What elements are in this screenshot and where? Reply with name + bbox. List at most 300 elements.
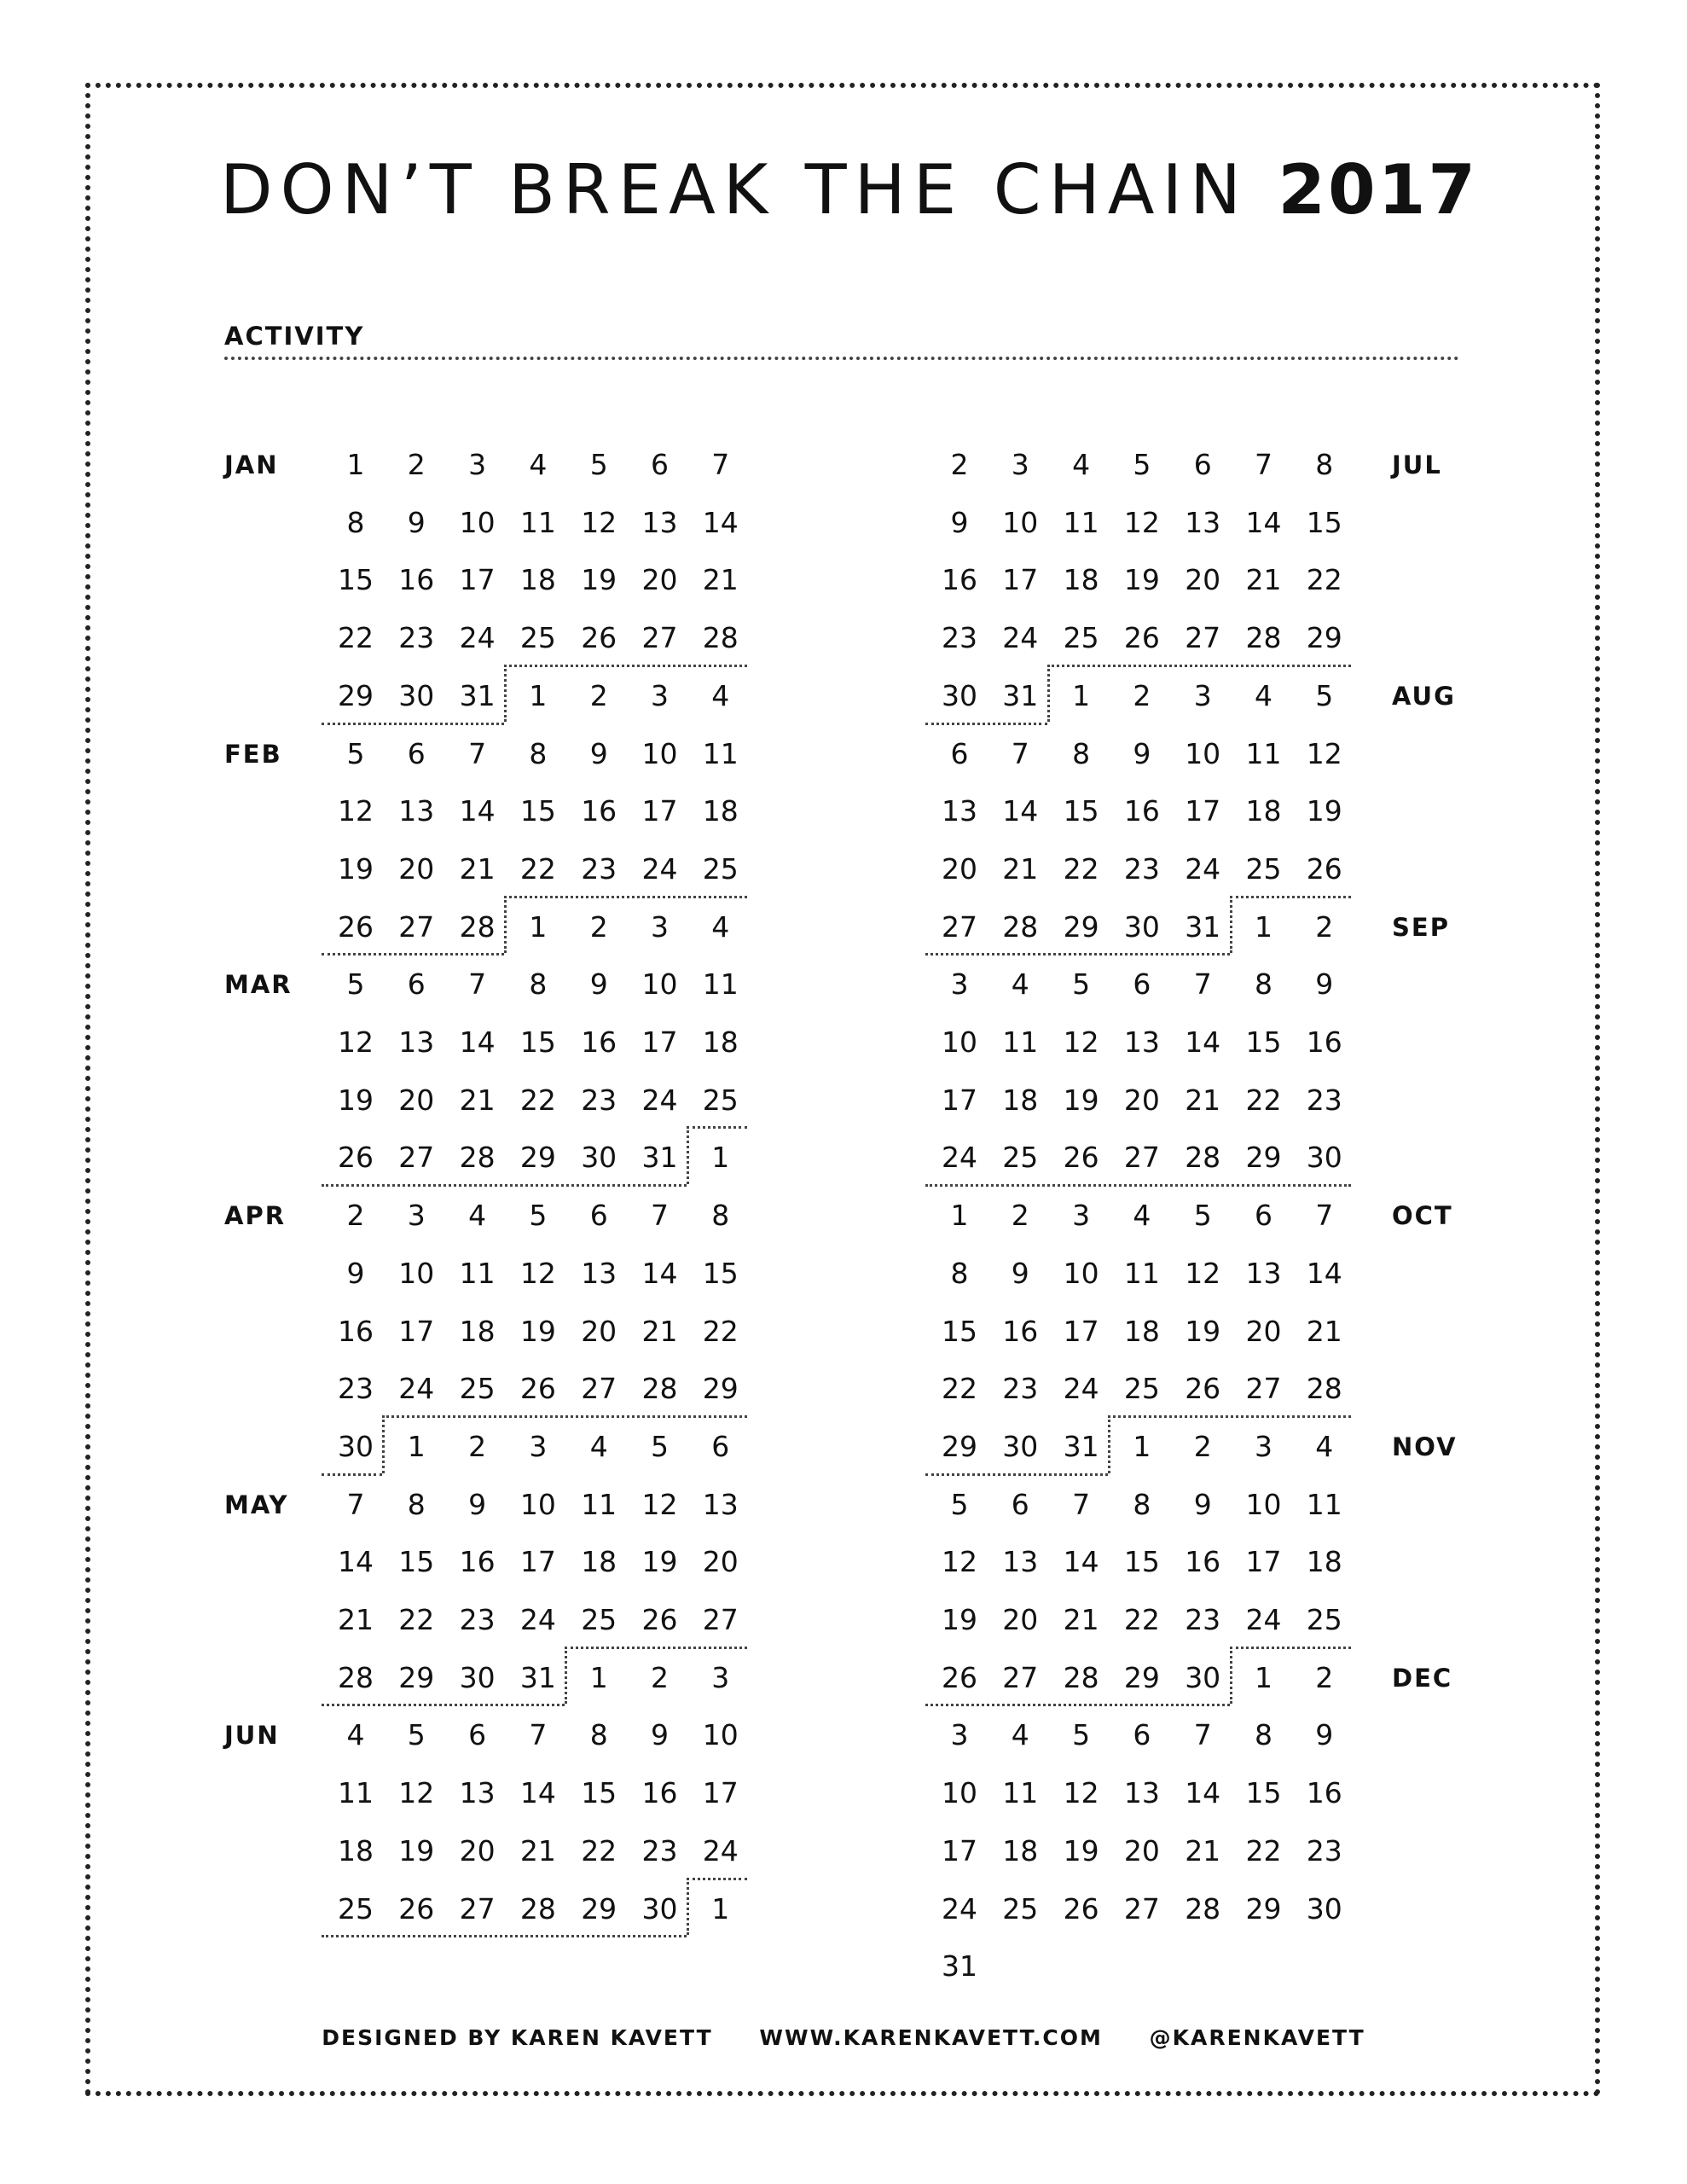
- day-cell[interactable]: 24: [641, 851, 678, 886]
- day-cell[interactable]: 1: [1133, 1429, 1151, 1463]
- day-cell[interactable]: 12: [338, 1025, 374, 1059]
- day-cell[interactable]: 2: [589, 909, 608, 944]
- day-cell[interactable]: 3: [529, 1429, 548, 1463]
- day-cell[interactable]: 20: [641, 563, 678, 597]
- day-cell[interactable]: 6: [1133, 967, 1151, 1002]
- day-cell[interactable]: 20: [1123, 1083, 1160, 1117]
- day-cell[interactable]: 15: [1245, 1025, 1282, 1059]
- day-cell[interactable]: 13: [1123, 1776, 1160, 1810]
- day-cell[interactable]: 6: [407, 736, 426, 770]
- day-cell[interactable]: 20: [459, 1833, 496, 1867]
- day-cell[interactable]: 9: [589, 967, 608, 1002]
- day-cell[interactable]: 19: [581, 563, 617, 597]
- day-cell[interactable]: 8: [529, 736, 548, 770]
- day-cell[interactable]: 21: [1063, 1603, 1099, 1636]
- day-cell[interactable]: 8: [1315, 448, 1334, 481]
- day-cell[interactable]: 29: [1245, 1891, 1282, 1926]
- day-cell[interactable]: 10: [641, 967, 678, 1002]
- day-cell[interactable]: 21: [1185, 1833, 1221, 1867]
- day-cell[interactable]: 5: [407, 1718, 426, 1752]
- day-cell[interactable]: 20: [398, 851, 435, 886]
- day-cell[interactable]: 1: [346, 448, 365, 481]
- day-cell[interactable]: 14: [1185, 1776, 1221, 1810]
- day-cell[interactable]: 7: [1011, 736, 1029, 770]
- day-cell[interactable]: 22: [338, 621, 374, 655]
- day-cell[interactable]: 3: [1011, 448, 1029, 481]
- day-cell[interactable]: 22: [1063, 851, 1099, 886]
- day-cell[interactable]: 10: [1245, 1487, 1282, 1521]
- day-cell[interactable]: 3: [407, 1199, 426, 1233]
- day-cell[interactable]: 29: [942, 1429, 977, 1463]
- day-cell[interactable]: 25: [581, 1603, 617, 1636]
- day-cell[interactable]: 13: [1245, 1256, 1282, 1290]
- day-cell[interactable]: 27: [1123, 1141, 1160, 1175]
- day-cell[interactable]: 2: [589, 678, 608, 712]
- day-cell[interactable]: 26: [1185, 1372, 1221, 1406]
- day-cell[interactable]: 28: [519, 1891, 556, 1926]
- day-cell[interactable]: 9: [407, 505, 426, 539]
- day-cell[interactable]: 30: [398, 678, 435, 712]
- day-cell[interactable]: 4: [711, 909, 730, 944]
- day-cell[interactable]: 19: [338, 851, 374, 886]
- day-cell[interactable]: 26: [1063, 1141, 1099, 1175]
- day-cell[interactable]: 3: [1255, 1429, 1272, 1463]
- day-cell[interactable]: 19: [338, 1083, 374, 1117]
- day-cell[interactable]: 3: [1072, 1199, 1091, 1233]
- day-cell[interactable]: 6: [1011, 1487, 1029, 1521]
- day-cell[interactable]: 27: [1245, 1372, 1282, 1406]
- day-cell[interactable]: 28: [459, 909, 496, 944]
- day-cell[interactable]: 17: [398, 1314, 435, 1348]
- day-cell[interactable]: 1: [529, 678, 548, 712]
- day-cell[interactable]: 15: [1063, 794, 1099, 828]
- day-cell[interactable]: 30: [459, 1660, 496, 1694]
- day-cell[interactable]: 27: [641, 621, 678, 655]
- day-cell[interactable]: 11: [1245, 736, 1282, 770]
- day-cell[interactable]: 11: [459, 1256, 496, 1290]
- day-cell[interactable]: 26: [398, 1891, 435, 1926]
- day-cell[interactable]: 30: [581, 1141, 617, 1175]
- day-cell[interactable]: 24: [1063, 1372, 1099, 1406]
- day-cell[interactable]: 18: [1063, 563, 1099, 597]
- day-cell[interactable]: 17: [1245, 1545, 1282, 1579]
- day-cell[interactable]: 18: [519, 563, 556, 597]
- day-cell[interactable]: 22: [581, 1833, 617, 1867]
- day-cell[interactable]: 28: [1245, 621, 1282, 655]
- day-cell[interactable]: 1: [407, 1429, 426, 1463]
- day-cell[interactable]: 1: [1072, 678, 1091, 712]
- day-cell[interactable]: 17: [459, 563, 496, 597]
- day-cell[interactable]: 27: [1185, 621, 1221, 655]
- day-cell[interactable]: 9: [1193, 1487, 1212, 1521]
- day-cell[interactable]: 30: [942, 678, 977, 712]
- day-cell[interactable]: 6: [468, 1718, 487, 1752]
- day-cell[interactable]: 22: [519, 851, 556, 886]
- day-cell[interactable]: 6: [711, 1429, 730, 1463]
- day-cell[interactable]: 3: [950, 1718, 969, 1752]
- day-cell[interactable]: 18: [338, 1833, 374, 1867]
- day-cell[interactable]: 18: [702, 1025, 739, 1059]
- day-cell[interactable]: 11: [702, 736, 739, 770]
- footer-handle[interactable]: @KARENKAVETT: [1149, 2025, 1365, 2050]
- day-cell[interactable]: 20: [1123, 1833, 1160, 1867]
- day-cell[interactable]: 21: [1245, 563, 1282, 597]
- day-cell[interactable]: 3: [468, 448, 487, 481]
- day-cell[interactable]: 5: [1315, 678, 1334, 712]
- day-cell[interactable]: 10: [398, 1256, 435, 1290]
- day-cell[interactable]: 25: [1002, 1891, 1039, 1926]
- day-cell[interactable]: 5: [1193, 1199, 1212, 1233]
- day-cell[interactable]: 14: [459, 1025, 496, 1059]
- day-cell[interactable]: 26: [519, 1372, 556, 1406]
- day-cell[interactable]: 29: [398, 1660, 435, 1694]
- day-cell[interactable]: 15: [1123, 1545, 1160, 1579]
- day-cell[interactable]: 3: [1193, 678, 1212, 712]
- day-cell[interactable]: 15: [581, 1776, 617, 1810]
- day-cell[interactable]: 9: [950, 505, 969, 539]
- day-cell[interactable]: 14: [338, 1545, 374, 1579]
- day-cell[interactable]: 31: [519, 1660, 556, 1694]
- day-cell[interactable]: 14: [1185, 1025, 1221, 1059]
- day-cell[interactable]: 8: [529, 967, 548, 1002]
- day-cell[interactable]: 19: [519, 1314, 556, 1348]
- day-cell[interactable]: 8: [950, 1256, 969, 1290]
- day-cell[interactable]: 29: [519, 1141, 556, 1175]
- day-cell[interactable]: 8: [1255, 1718, 1272, 1752]
- day-cell[interactable]: 24: [398, 1372, 435, 1406]
- day-cell[interactable]: 15: [519, 794, 556, 828]
- day-cell[interactable]: 4: [346, 1718, 365, 1752]
- day-cell[interactable]: 25: [338, 1891, 374, 1926]
- day-cell[interactable]: 22: [702, 1314, 739, 1348]
- day-cell[interactable]: 22: [1306, 563, 1342, 597]
- day-cell[interactable]: 14: [641, 1256, 678, 1290]
- day-cell[interactable]: 23: [398, 621, 435, 655]
- day-cell[interactable]: 24: [702, 1833, 739, 1867]
- day-cell[interactable]: 1: [1255, 909, 1272, 944]
- day-cell[interactable]: 27: [398, 1141, 435, 1175]
- day-cell[interactable]: 3: [651, 678, 669, 712]
- day-cell[interactable]: 4: [529, 448, 548, 481]
- day-cell[interactable]: 4: [1011, 1718, 1029, 1752]
- day-cell[interactable]: 11: [1123, 1256, 1160, 1290]
- day-cell[interactable]: 20: [398, 1083, 435, 1117]
- day-cell[interactable]: 24: [459, 621, 496, 655]
- day-cell[interactable]: 10: [519, 1487, 556, 1521]
- day-cell[interactable]: 24: [519, 1603, 556, 1636]
- day-cell[interactable]: 21: [1306, 1314, 1342, 1348]
- day-cell[interactable]: 4: [1315, 1429, 1334, 1463]
- day-cell[interactable]: 17: [942, 1833, 977, 1867]
- day-cell[interactable]: 10: [459, 505, 496, 539]
- day-cell[interactable]: 26: [1306, 851, 1342, 886]
- day-cell[interactable]: 18: [581, 1545, 617, 1579]
- day-cell[interactable]: 23: [1185, 1603, 1221, 1636]
- day-cell[interactable]: 13: [581, 1256, 617, 1290]
- day-cell[interactable]: 11: [581, 1487, 617, 1521]
- day-cell[interactable]: 25: [702, 851, 739, 886]
- day-cell[interactable]: 21: [1002, 851, 1039, 886]
- day-cell[interactable]: 24: [1185, 851, 1221, 886]
- day-cell[interactable]: 2: [1315, 909, 1334, 944]
- day-cell[interactable]: 20: [581, 1314, 617, 1348]
- day-cell[interactable]: 20: [1002, 1603, 1039, 1636]
- day-cell[interactable]: 9: [1133, 736, 1151, 770]
- day-cell[interactable]: 17: [1185, 794, 1221, 828]
- day-cell[interactable]: 31: [641, 1141, 678, 1175]
- day-cell[interactable]: 25: [702, 1083, 739, 1117]
- day-cell[interactable]: 16: [942, 563, 977, 597]
- day-cell[interactable]: 27: [459, 1891, 496, 1926]
- day-cell[interactable]: 24: [942, 1141, 977, 1175]
- day-cell[interactable]: 10: [942, 1776, 977, 1810]
- day-cell[interactable]: 20: [942, 851, 977, 886]
- day-cell[interactable]: 8: [346, 505, 365, 539]
- day-cell[interactable]: 9: [651, 1718, 669, 1752]
- day-cell[interactable]: 28: [1185, 1891, 1221, 1926]
- day-cell[interactable]: 6: [1133, 1718, 1151, 1752]
- day-cell[interactable]: 29: [581, 1891, 617, 1926]
- day-cell[interactable]: 28: [1306, 1372, 1342, 1406]
- day-cell[interactable]: 9: [589, 736, 608, 770]
- day-cell[interactable]: 10: [702, 1718, 739, 1752]
- day-cell[interactable]: 20: [1245, 1314, 1282, 1348]
- day-cell[interactable]: 13: [398, 794, 435, 828]
- day-cell[interactable]: 19: [1063, 1833, 1099, 1867]
- day-cell[interactable]: 23: [581, 851, 617, 886]
- day-cell[interactable]: 7: [1193, 1718, 1212, 1752]
- day-cell[interactable]: 12: [1185, 1256, 1221, 1290]
- day-cell[interactable]: 12: [1306, 736, 1342, 770]
- day-cell[interactable]: 29: [1245, 1141, 1282, 1175]
- day-cell[interactable]: 29: [1306, 621, 1342, 655]
- day-cell[interactable]: 12: [1063, 1025, 1099, 1059]
- day-cell[interactable]: 16: [459, 1545, 496, 1579]
- day-cell[interactable]: 11: [519, 505, 556, 539]
- day-cell[interactable]: 2: [407, 448, 426, 481]
- day-cell[interactable]: 5: [589, 448, 608, 481]
- day-cell[interactable]: 4: [1072, 448, 1091, 481]
- day-cell[interactable]: 16: [1185, 1545, 1221, 1579]
- day-cell[interactable]: 16: [581, 1025, 617, 1059]
- day-cell[interactable]: 16: [1123, 794, 1160, 828]
- day-cell[interactable]: 9: [346, 1256, 365, 1290]
- day-cell[interactable]: 26: [581, 621, 617, 655]
- day-cell[interactable]: 29: [1063, 909, 1099, 944]
- day-cell[interactable]: 30: [1002, 1429, 1039, 1463]
- day-cell[interactable]: 18: [1002, 1833, 1039, 1867]
- day-cell[interactable]: 10: [1063, 1256, 1099, 1290]
- day-cell[interactable]: 29: [1123, 1660, 1160, 1694]
- day-cell[interactable]: 10: [1002, 505, 1039, 539]
- day-cell[interactable]: 16: [1306, 1025, 1342, 1059]
- day-cell[interactable]: 19: [942, 1603, 977, 1636]
- day-cell[interactable]: 23: [1002, 1372, 1039, 1406]
- day-cell[interactable]: 12: [641, 1487, 678, 1521]
- day-cell[interactable]: 16: [1002, 1314, 1039, 1348]
- day-cell[interactable]: 15: [398, 1545, 435, 1579]
- day-cell[interactable]: 21: [459, 851, 496, 886]
- day-cell[interactable]: 13: [942, 794, 977, 828]
- day-cell[interactable]: 26: [1123, 621, 1160, 655]
- day-cell[interactable]: 10: [942, 1025, 977, 1059]
- day-cell[interactable]: 16: [398, 563, 435, 597]
- day-cell[interactable]: 4: [1255, 678, 1272, 712]
- day-cell[interactable]: 23: [1123, 851, 1160, 886]
- day-cell[interactable]: 21: [1185, 1083, 1221, 1117]
- day-cell[interactable]: 7: [468, 736, 487, 770]
- day-cell[interactable]: 2: [1315, 1660, 1334, 1694]
- day-cell[interactable]: 22: [942, 1372, 977, 1406]
- day-cell[interactable]: 6: [950, 736, 969, 770]
- day-cell[interactable]: 14: [702, 505, 739, 539]
- day-cell[interactable]: 17: [942, 1083, 977, 1117]
- day-cell[interactable]: 10: [1185, 736, 1221, 770]
- day-cell[interactable]: 1: [529, 909, 548, 944]
- day-cell[interactable]: 2: [346, 1199, 365, 1233]
- day-cell[interactable]: 23: [1306, 1833, 1342, 1867]
- day-cell[interactable]: 9: [1011, 1256, 1029, 1290]
- day-cell[interactable]: 17: [519, 1545, 556, 1579]
- day-cell[interactable]: 22: [519, 1083, 556, 1117]
- day-cell[interactable]: 30: [1306, 1891, 1342, 1926]
- day-cell[interactable]: 15: [942, 1314, 977, 1348]
- day-cell[interactable]: 19: [641, 1545, 678, 1579]
- day-cell[interactable]: 8: [1255, 967, 1272, 1002]
- day-cell[interactable]: 25: [1245, 851, 1282, 886]
- day-cell[interactable]: 6: [1193, 448, 1212, 481]
- day-cell[interactable]: 16: [641, 1776, 678, 1810]
- day-cell[interactable]: 16: [581, 794, 617, 828]
- day-cell[interactable]: 28: [1185, 1141, 1221, 1175]
- day-cell[interactable]: 17: [1063, 1314, 1099, 1348]
- day-cell[interactable]: 27: [398, 909, 435, 944]
- day-cell[interactable]: 1: [950, 1199, 969, 1233]
- day-cell[interactable]: 21: [338, 1603, 374, 1636]
- day-cell[interactable]: 30: [1306, 1141, 1342, 1175]
- day-cell[interactable]: 13: [1123, 1025, 1160, 1059]
- day-cell[interactable]: 26: [641, 1603, 678, 1636]
- day-cell[interactable]: 11: [1002, 1776, 1039, 1810]
- day-cell[interactable]: 6: [651, 448, 669, 481]
- day-cell[interactable]: 31: [459, 678, 496, 712]
- day-cell[interactable]: 8: [1133, 1487, 1151, 1521]
- day-cell[interactable]: 21: [702, 563, 739, 597]
- day-cell[interactable]: 31: [1002, 678, 1039, 712]
- day-cell[interactable]: 24: [641, 1083, 678, 1117]
- day-cell[interactable]: 25: [1002, 1141, 1039, 1175]
- day-cell[interactable]: 2: [651, 1660, 669, 1694]
- day-cell[interactable]: 6: [1255, 1199, 1272, 1233]
- day-cell[interactable]: 23: [581, 1083, 617, 1117]
- day-cell[interactable]: 9: [1315, 1718, 1334, 1752]
- day-cell[interactable]: 27: [1123, 1891, 1160, 1926]
- day-cell[interactable]: 27: [581, 1372, 617, 1406]
- day-cell[interactable]: 2: [950, 448, 969, 481]
- day-cell[interactable]: 21: [459, 1083, 496, 1117]
- day-cell[interactable]: 19: [1185, 1314, 1221, 1348]
- day-cell[interactable]: 7: [1255, 448, 1272, 481]
- day-cell[interactable]: 25: [1123, 1372, 1160, 1406]
- day-cell[interactable]: 24: [1002, 621, 1039, 655]
- day-cell[interactable]: 17: [641, 794, 678, 828]
- day-cell[interactable]: 19: [1123, 563, 1160, 597]
- day-cell[interactable]: 18: [1306, 1545, 1342, 1579]
- day-cell[interactable]: 7: [711, 448, 730, 481]
- day-cell[interactable]: 5: [529, 1199, 548, 1233]
- day-cell[interactable]: 5: [346, 967, 365, 1002]
- day-cell[interactable]: 3: [950, 967, 969, 1002]
- day-cell[interactable]: 25: [519, 621, 556, 655]
- day-cell[interactable]: 5: [950, 1487, 969, 1521]
- footer-website[interactable]: WWW.KARENKAVETT.COM: [759, 2025, 1103, 2050]
- day-cell[interactable]: 20: [702, 1545, 739, 1579]
- day-cell[interactable]: 12: [581, 505, 617, 539]
- day-cell[interactable]: 7: [468, 967, 487, 1002]
- day-cell[interactable]: 5: [1072, 967, 1091, 1002]
- day-cell[interactable]: 22: [1245, 1083, 1282, 1117]
- day-cell[interactable]: 28: [641, 1372, 678, 1406]
- day-cell[interactable]: 19: [1306, 794, 1342, 828]
- day-cell[interactable]: 12: [398, 1776, 435, 1810]
- day-cell[interactable]: 8: [711, 1199, 730, 1233]
- day-cell[interactable]: 24: [1245, 1603, 1282, 1636]
- day-cell[interactable]: 16: [338, 1314, 374, 1348]
- day-cell[interactable]: 25: [1063, 621, 1099, 655]
- day-cell[interactable]: 28: [459, 1141, 496, 1175]
- day-cell[interactable]: 5: [651, 1429, 669, 1463]
- day-cell[interactable]: 7: [1315, 1199, 1334, 1233]
- day-cell[interactable]: 21: [519, 1833, 556, 1867]
- day-cell[interactable]: 31: [1063, 1429, 1099, 1463]
- day-cell[interactable]: 18: [702, 794, 739, 828]
- day-cell[interactable]: 13: [702, 1487, 739, 1521]
- day-cell[interactable]: 1: [589, 1660, 608, 1694]
- day-cell[interactable]: 1: [711, 1891, 730, 1926]
- day-cell[interactable]: 23: [942, 621, 977, 655]
- day-cell[interactable]: 15: [1245, 1776, 1282, 1810]
- day-cell[interactable]: 22: [1123, 1603, 1160, 1636]
- day-cell[interactable]: 12: [519, 1256, 556, 1290]
- day-cell[interactable]: 11: [1002, 1025, 1039, 1059]
- day-cell[interactable]: 30: [641, 1891, 678, 1926]
- day-cell[interactable]: 17: [641, 1025, 678, 1059]
- day-cell[interactable]: 4: [589, 1429, 608, 1463]
- day-cell[interactable]: 30: [1185, 1660, 1221, 1694]
- day-cell[interactable]: 9: [1315, 967, 1334, 1002]
- day-cell[interactable]: 14: [1306, 1256, 1342, 1290]
- day-cell[interactable]: 12: [1123, 505, 1160, 539]
- day-cell[interactable]: 8: [589, 1718, 608, 1752]
- day-cell[interactable]: 30: [1123, 909, 1160, 944]
- day-cell[interactable]: 18: [1245, 794, 1282, 828]
- day-cell[interactable]: 25: [459, 1372, 496, 1406]
- day-cell[interactable]: 1: [1255, 1660, 1272, 1694]
- day-cell[interactable]: 18: [1123, 1314, 1160, 1348]
- day-cell[interactable]: 12: [942, 1545, 977, 1579]
- day-cell[interactable]: 2: [468, 1429, 487, 1463]
- day-cell[interactable]: 15: [338, 563, 374, 597]
- day-cell[interactable]: 7: [529, 1718, 548, 1752]
- day-cell[interactable]: 22: [1245, 1833, 1282, 1867]
- day-cell[interactable]: 23: [459, 1603, 496, 1636]
- day-cell[interactable]: 20: [1185, 563, 1221, 597]
- day-cell[interactable]: 31: [942, 1949, 977, 1984]
- day-cell[interactable]: 12: [1063, 1776, 1099, 1810]
- day-cell[interactable]: 22: [398, 1603, 435, 1636]
- day-cell[interactable]: 13: [641, 505, 678, 539]
- day-cell[interactable]: 21: [641, 1314, 678, 1348]
